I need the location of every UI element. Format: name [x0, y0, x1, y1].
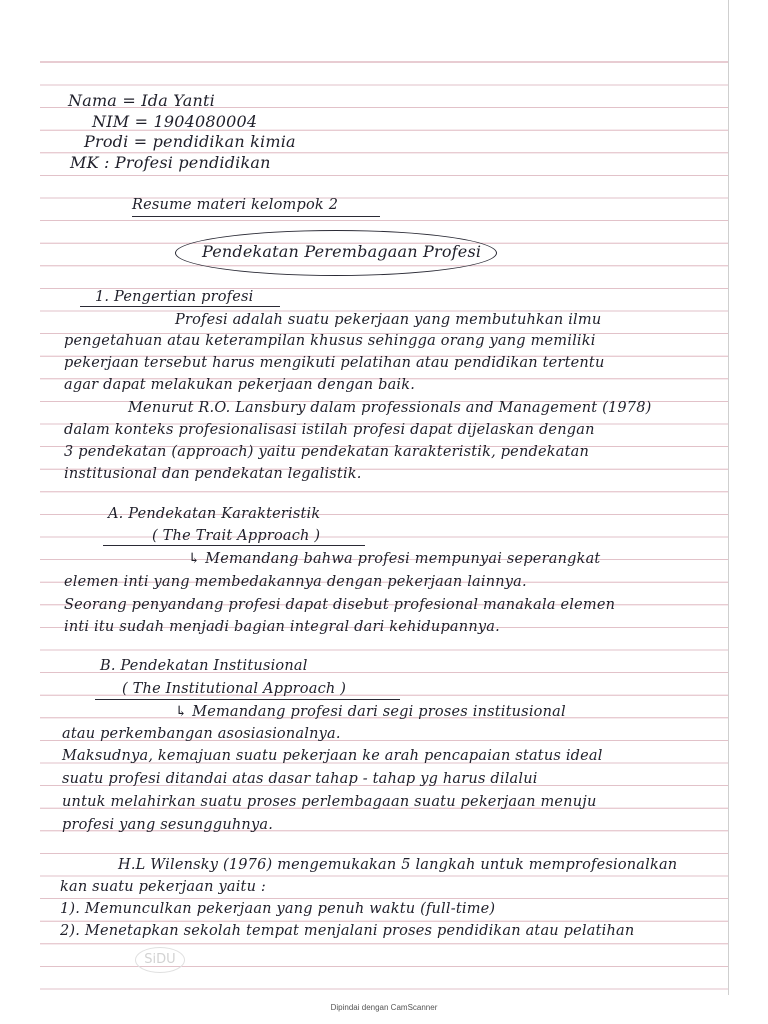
section-b-line: Maksudnya, kemajuan suatu pekerjaan ke arah pencapaian status ideal — [62, 748, 603, 764]
section-a-line: ↳ Memandang bahwa profesi mempunyai seperangkat — [188, 551, 601, 567]
section-1-line: pengetahuan atau keterampilan khusus sehingga orang yang memiliki — [64, 333, 596, 349]
wilensky-step: 1). Memunculkan pekerjaan yang penuh waktu (full-time) — [60, 901, 496, 917]
scanner-watermark: Dipindai dengan CamScanner — [330, 1003, 438, 1012]
section-a-subheading: ( The Trait Approach ) — [152, 528, 321, 544]
wilensky-line: H.L Wilensky (1976) mengemukakan 5 langkah untuk memprofesionalkan — [118, 857, 678, 873]
section-1-line: institusional dan pendekatan legalistik. — [64, 466, 362, 482]
notebook-page — [40, 0, 729, 995]
name-line: Nama = Ida Yanti — [68, 91, 215, 110]
section-b-line: profesi yang sesungguhnya. — [62, 817, 274, 833]
topic-title: Pendekatan Perembagaan Profesi — [202, 242, 482, 261]
section-1-line: Menurut R.O. Lansbury dalam professionals and Management (1978) — [128, 400, 652, 416]
resume-title: Resume materi kelompok 2 — [132, 197, 339, 213]
faint-stamp: SiDU — [135, 947, 185, 973]
section-a-underline — [103, 545, 365, 546]
section-b-line: atau perkembangan asosiasionalnya. — [62, 726, 341, 742]
section-a-line: elemen inti yang membedakannya dengan pekerjaan lainnya. — [64, 574, 527, 590]
section-b-line: ↳ Memandang profesi dari segi proses institusional — [175, 704, 566, 720]
prodi-line: Prodi = pendidikan kimia — [84, 132, 296, 151]
section-1-line: dalam konteks profesionalisasi istilah profesi dapat dijelaskan dengan — [64, 422, 595, 438]
section-b-line: untuk melahirkan suatu proses perlembagaan suatu pekerjaan menuju — [62, 794, 597, 810]
section-1-heading: 1. Pengertian profesi — [95, 289, 254, 305]
title-underline — [132, 216, 380, 217]
section-b-underline — [95, 699, 400, 700]
section-1-line: pekerjaan tersebut harus mengikuti pelatihan atau pendidikan tertentu — [64, 355, 605, 371]
section-1-line: 3 pendekatan (approach) yaitu pendekatan karakteristik, pendekatan — [64, 444, 589, 460]
section-a-heading: A. Pendekatan Karakteristik — [108, 506, 321, 522]
section-1-line: Profesi adalah suatu pekerjaan yang membutuhkan ilmu — [175, 312, 602, 328]
section-b-subheading: ( The Institutional Approach ) — [122, 681, 347, 697]
section-b-line: suatu profesi ditandai atas dasar tahap - tahap yg harus dilalui — [62, 771, 538, 787]
section-a-line: Seorang penyandang profesi dapat disebut profesional manakala elemen — [64, 597, 616, 613]
section-a-line: inti itu sudah menjadi bagian integral dari kehidupannya. — [64, 619, 500, 635]
nim-line: NIM = 1904080004 — [92, 112, 258, 131]
section-1-underline — [80, 306, 280, 307]
wilensky-line: kan suatu pekerjaan yaitu : — [60, 879, 267, 895]
wilensky-step: 2). Menetapkan sekolah tempat menjalani proses pendidikan atau pelatihan — [60, 923, 635, 939]
course-line: MK : Profesi pendidikan — [70, 153, 271, 172]
section-1-line: agar dapat melakukan pekerjaan dengan baik. — [64, 377, 416, 393]
section-b-heading: B. Pendekatan Institusional — [100, 658, 308, 674]
